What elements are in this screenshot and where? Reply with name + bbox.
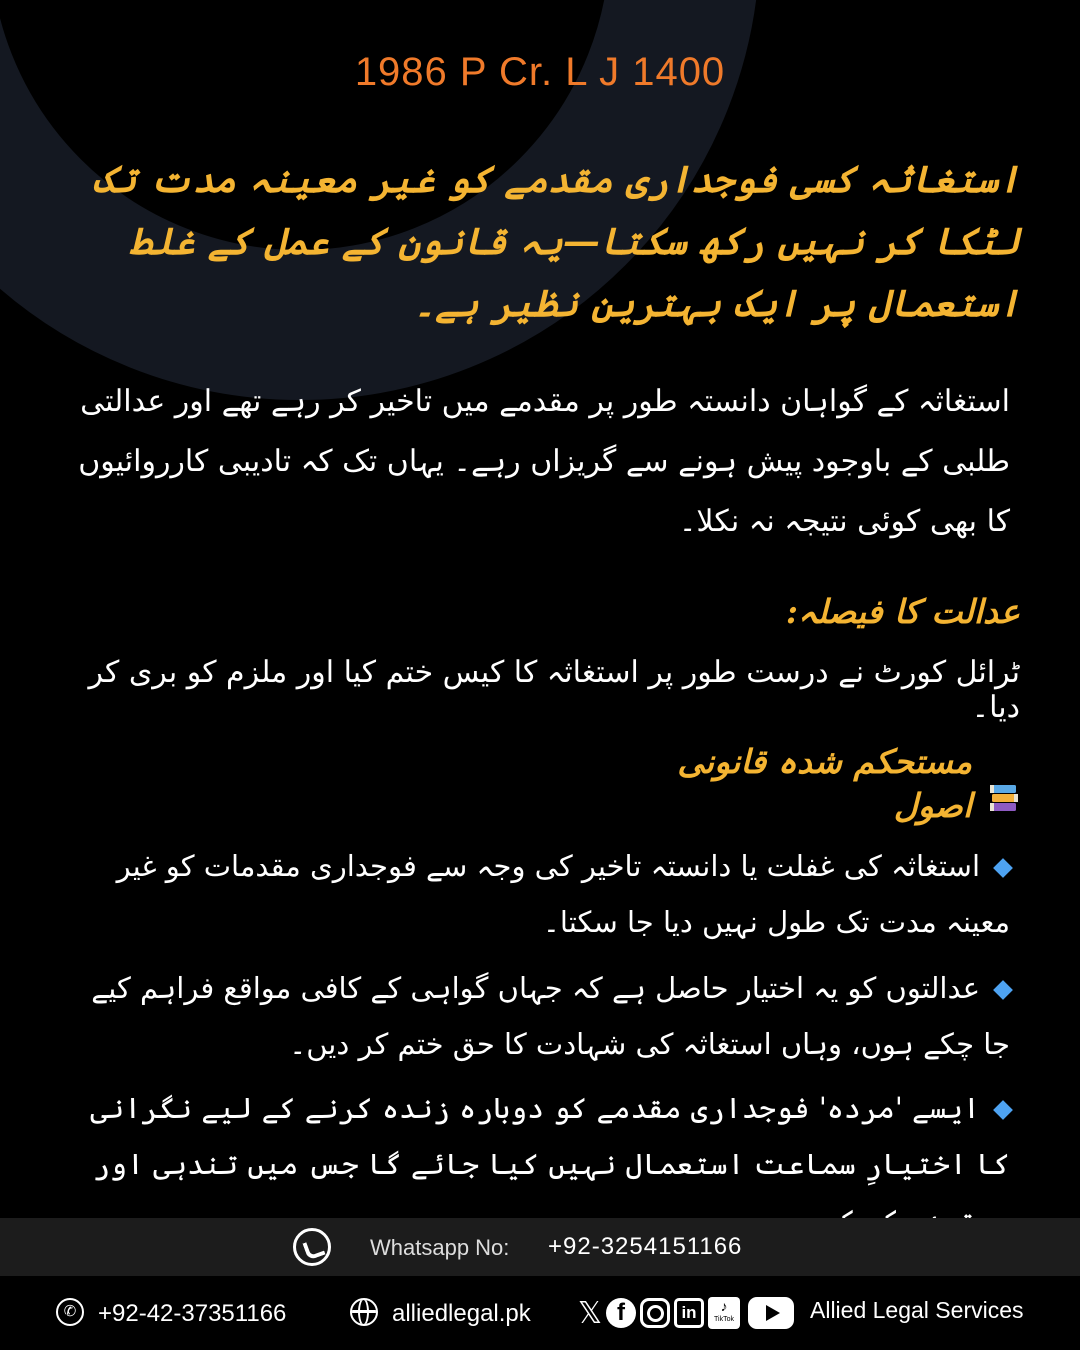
website-link[interactable]: alliedlegal.pk (392, 1300, 531, 1327)
diamond-bullet-icon (993, 980, 1013, 1000)
facts-paragraph: استغاثہ کے گواہان دانستہ طور پر مقدمے میں تاخیر کر رہے تھے اور عدالتی طلبی کے باوجود پیش ہونے سے گریزاں رہے۔ یہاں تک کہ تادیبی کارروائیوں کا بھی کوئی نتیجہ نہ نکلا۔ (78, 384, 1010, 539)
verdict-heading: عدالت کا فیصلہ: (785, 592, 1020, 631)
principle-item: عدالتوں کو یہ اختیار حاصل ہے کہ جہاں گواہی کے کافی مواقع فراہم کیے جا چکے ہوں، وہاں استغاثہ کی شہادت کا حق ختم کر دیں۔ (60, 960, 1010, 1072)
whatsapp-icon[interactable] (293, 1228, 331, 1266)
diamond-bullet-icon (993, 1100, 1013, 1120)
diamond-bullet-icon (993, 858, 1013, 878)
whatsapp-number[interactable]: +92-3254151166 (548, 1233, 743, 1260)
whatsapp-label: Whatsapp No: (370, 1235, 510, 1260)
principles-heading: مستحکم شدہ قانونی اصول (677, 742, 972, 825)
case-citation: 1986 P Cr. L J 1400 (354, 50, 726, 94)
brand-name: Allied Legal Services (810, 1297, 1024, 1323)
contact-footer (0, 1276, 1080, 1350)
books-icon (988, 782, 1020, 814)
instagram-icon[interactable] (640, 1298, 670, 1328)
headline: استغاثہ کسی فوجداری مقدمے کو غیر معینہ مدت تک لٹکا کر نہیں رکھ سکتا—یہ قانون کے عمل کے غلط استعمال پر ایک بہترین نظیر ہے۔ (93, 157, 1020, 325)
youtube-icon[interactable] (748, 1297, 794, 1329)
principle-item: استغاثہ کی غفلت یا دانستہ تاخیر کی وجہ سے فوجداری مقدمات کو غیر معینہ مدت تک طول نہیں دیا جا سکتا۔ (60, 838, 1010, 950)
phone-number[interactable]: +92-42-37351166 (98, 1300, 287, 1327)
x-icon[interactable]: 𝕏 (577, 1295, 603, 1331)
whatsapp-bar (0, 1218, 1080, 1276)
tiktok-caption: TikTok (714, 1316, 734, 1323)
phone-icon: ✆ (56, 1298, 84, 1326)
verdict-text: ٹرائل کورٹ نے درست طور پر استغاثہ کا کیس ختم کیا اور ملزم کو بری کر دیا۔ (88, 655, 1020, 725)
principles-header (620, 740, 1020, 825)
linkedin-icon[interactable]: in (674, 1298, 704, 1328)
facebook-icon[interactable]: f (606, 1298, 636, 1328)
tiktok-icon[interactable]: ♪ TikTok (708, 1297, 740, 1329)
principle-item: ایسے 'مردہ' فوجداری مقدمے کو دوبارہ زندہ کرنے کے لیے نگرانی کا اختیارِ سماعت استعمال نہیں کیا جائے گا جس میں تندہی اور (60, 1080, 1010, 1248)
globe-icon (350, 1298, 378, 1326)
